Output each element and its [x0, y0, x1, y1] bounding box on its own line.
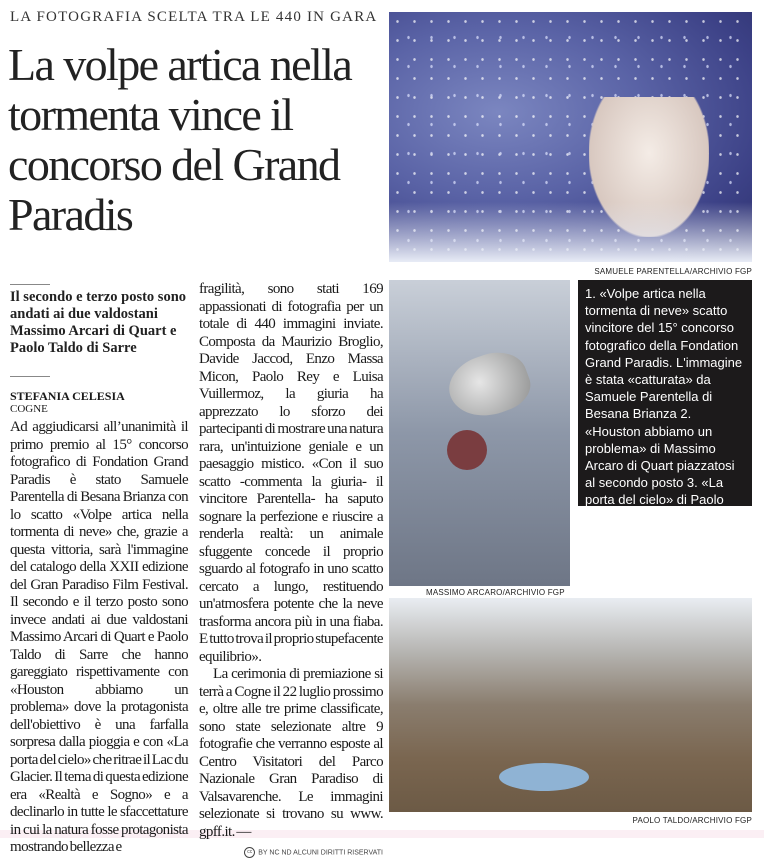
article-column-1 [10, 419, 188, 857]
butterfly-figure [441, 343, 537, 427]
copyright-notice [199, 847, 383, 858]
paragraph: fragilità, sono stati 169 appassionati di fotografia per un totale di 440 immagini inviate. Composta da Maurizio Broglio, Davide Jaccod, Enzo Massa Micon, Paolo Rey e Luisa Vuillermoz, la giuria ha apprezzato lo sforzo dei partecipanti di mostrare una natura rara, un'intuizione geniale e un paesaggio mistico. «Con il suo scatto -commenta la giuria- il vincitore Parentella- ha saputo sognare la perfezione e riuscire a renderla realtà: un animale sfuggente concede il proprio sguardo al fotografo in uno scatto cercato a lungo, restituendo un'atmosfera potente che la neve trasforma ancora più in una fiaba. E tutto trova il proprio stupefacente equilibrio». [199, 281, 383, 665]
creative-commons-icon: cc [244, 847, 255, 858]
author: STEFANIA CELESIA [10, 389, 125, 403]
photo-credit: PAOLO TALDO/ARCHIVIO FGP [632, 816, 752, 825]
dateline-place: COGNE [10, 403, 48, 415]
paragraph: La cerimonia di premiazione si terrà a Cogne il 22 luglio prossimo e, oltre alle tre prime classificate, sono state selezionate altre 9 fotografie che verranno esposte al Centro Visitatori del Parco Nazionale Gran Paradiso di Valsavarenche. Le immagini selezionate si trovano su www. gpff.it. — [199, 666, 383, 840]
article-column-2 [199, 281, 383, 858]
photo-caption: 1. «Volpe artica nella tormenta di neve» scatto vincitore del 15° concorso fotografico della Fondation Grand Paradis. L'immagine è stata «catturata» da Samuele Parentella di Besana Brianza 2. «Houston abbiamo un problema» di Massimo Arcaro di Quart piazzatosi al secondo posto 3. «La porta del cielo» di Paolo Taldo di Sarre terzo classificato [578, 280, 752, 506]
subheadline: Il secondo e terzo posto sono andati ai due valdostani Massimo Arcari di Quart e Paolo Taldo di Sarre [10, 289, 187, 356]
divider [10, 376, 50, 377]
divider [10, 284, 50, 285]
lake-figure [499, 763, 589, 791]
kicker: LA FOTOGRAFIA SCELTA TRA LE 440 IN GARA [10, 9, 378, 25]
flower-figure [447, 430, 487, 470]
copyright-text: BY NC ND ALCUNI DIRITTI RISERVATI [258, 849, 383, 857]
paragraph: Ad aggiudicarsi all’unanimità il primo premio al 15° concorso fotografico di Fondation Grand Paradis è stato Samuele Parentella di Besana Brianza con lo scatto «Volpe artica nella tormenta di neve» che, grazie a questa vittoria, sarà l'immagine del catalogo della XXII edizione del Gran Paradiso Film Festival. Il secondo e il terzo posto sono invece andati ai due valdostani Massimo Arcari di Quart e Paolo Taldo di Sarre che hanno gareggiato rispettivamente con «Houston abbiamo un problema» dove la protagonista dell'obiettivo è una farfalla sorpresa dalla pioggia e con «La porta del cielo» che ritrae il Lac du Glacier. Il tema di questa edizione era «Realtà e Sogno» e a declinarlo in tutte le sfaccettature in cui la natura fosse protagonista mostrando bellezza e [10, 419, 188, 855]
arctic-fox-photo [389, 12, 752, 262]
butterfly-photo [389, 280, 570, 586]
fox-figure [589, 97, 709, 237]
photo-credit: MASSIMO ARCARO/ARCHIVIO FGP [426, 588, 565, 597]
mountain-lake-photo [389, 598, 752, 812]
headline: La volpe artica nella tormenta vince il concorso del Grand Paradis [8, 39, 352, 240]
photo-credit: SAMUELE PARENTELLA/ARCHIVIO FGP [594, 267, 752, 276]
